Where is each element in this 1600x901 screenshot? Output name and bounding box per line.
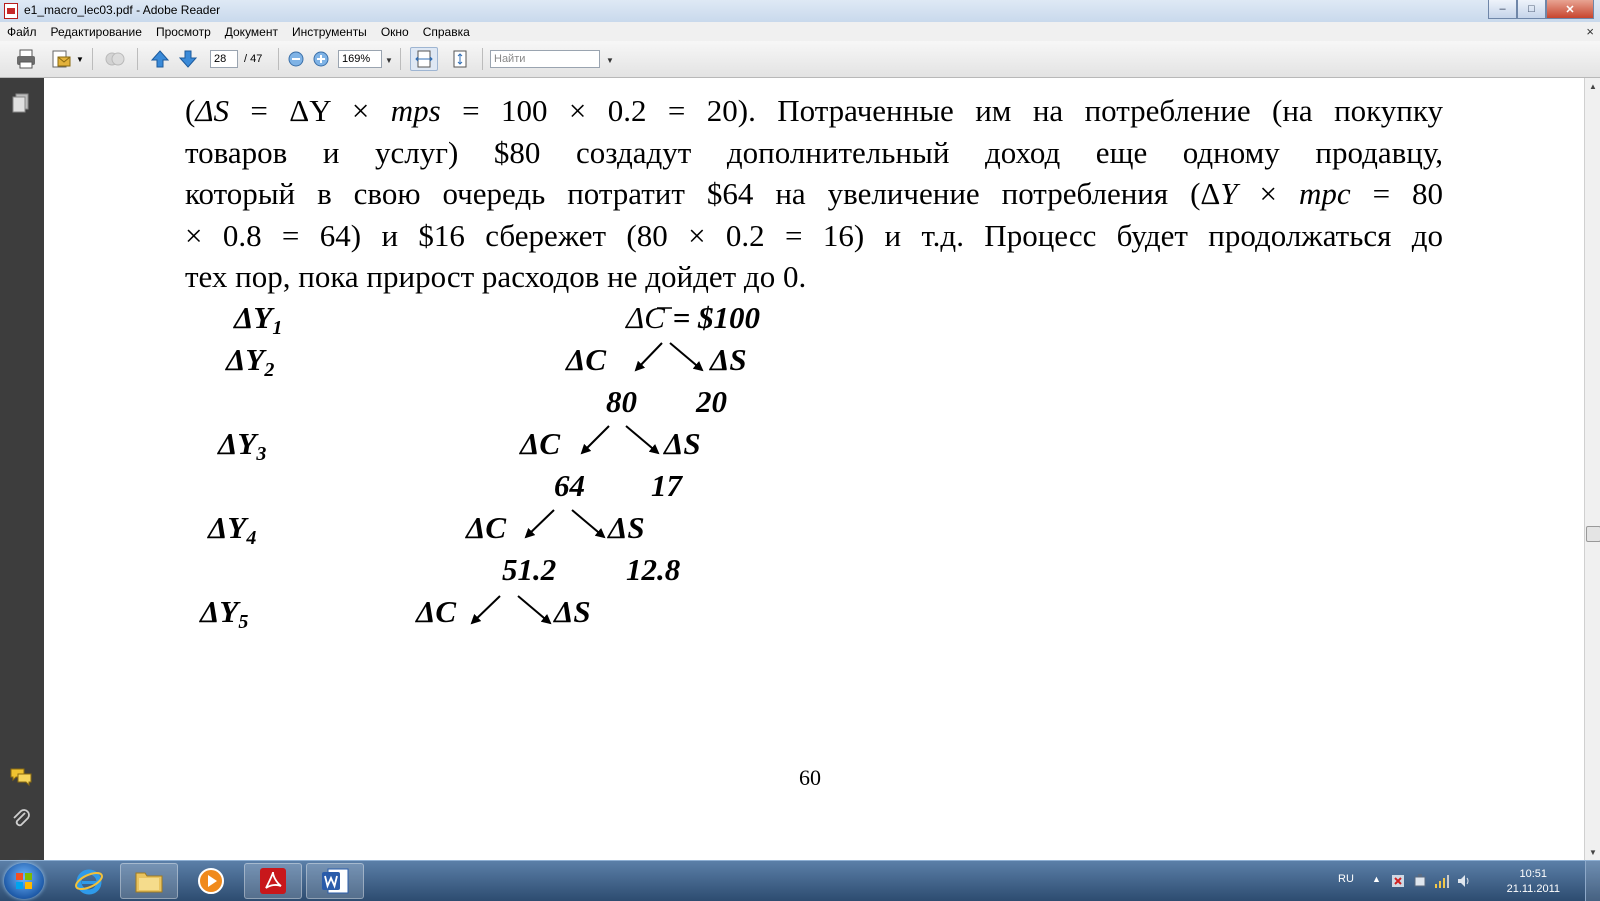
delta-y-label: $\Delta Y_2$ bbox=[226, 342, 275, 381]
pdf-app-icon bbox=[4, 3, 18, 19]
paragraph-line: который в свою очередь потратит $64 на увеличение потребления (ΔY × mpc = 80 bbox=[185, 176, 1444, 211]
taskbar-media-player[interactable] bbox=[182, 863, 240, 899]
menu-tools[interactable]: Инструменты bbox=[291, 24, 367, 39]
close-button[interactable]: ✕ bbox=[1546, 0, 1594, 19]
fit-width-button[interactable] bbox=[410, 47, 438, 71]
arrow-to-s bbox=[626, 426, 658, 453]
search-dropdown-icon[interactable]: ▼ bbox=[606, 56, 614, 65]
arrow-to-c bbox=[582, 426, 609, 453]
scroll-down-icon[interactable]: ▼ bbox=[1589, 847, 1597, 857]
menu-file[interactable]: Файл bbox=[7, 24, 37, 39]
collaborate-icon bbox=[104, 48, 126, 70]
fit-page-icon bbox=[451, 50, 469, 68]
document-view[interactable] bbox=[44, 78, 1584, 860]
arrow-to-s bbox=[572, 510, 604, 537]
zoom-out-icon bbox=[288, 51, 304, 67]
show-hidden-icons-icon[interactable]: ▲ bbox=[1372, 874, 1381, 884]
network-signal-icon[interactable] bbox=[1434, 873, 1450, 889]
s-value: 12.8 bbox=[626, 552, 681, 587]
pages-icon bbox=[12, 93, 30, 113]
taskbar bbox=[0, 860, 1600, 901]
power-icon[interactable] bbox=[1412, 873, 1428, 889]
action-center-icon[interactable] bbox=[1390, 873, 1406, 889]
paragraph-line: товаров и услуг) $80 создадут дополнительный доход еще одному продавцу, bbox=[185, 134, 1443, 170]
tree-arrows bbox=[44, 78, 1584, 860]
paragraph-line: × 0.8 = 64) и $16 сбережет (80 × 0.2 = 16) и т.д. Процесс будет продолжаться до bbox=[185, 217, 1443, 253]
language-indicator[interactable]: RU bbox=[1338, 873, 1354, 885]
delta-s-node: ΔS bbox=[608, 510, 645, 545]
next-page-button[interactable] bbox=[176, 47, 200, 71]
email-icon bbox=[50, 48, 74, 70]
zoom-level-input[interactable]: 169% bbox=[338, 50, 382, 68]
menu-edit[interactable]: Редактирование bbox=[50, 24, 142, 39]
c-value: 64 bbox=[554, 468, 585, 503]
taskbar-file-explorer[interactable] bbox=[120, 863, 178, 899]
microsoft-word-icon bbox=[320, 866, 350, 896]
menu-help[interactable]: Справка bbox=[422, 24, 470, 39]
zoom-out-button[interactable] bbox=[285, 47, 307, 71]
scroll-up-icon[interactable]: ▲ bbox=[1589, 81, 1597, 91]
title-bar bbox=[0, 0, 1600, 23]
print-button[interactable] bbox=[12, 47, 40, 71]
s-value: 20 bbox=[696, 384, 727, 419]
arrow-to-s bbox=[670, 343, 702, 370]
window-title: e1_macro_lec03.pdf - Adobe Reader bbox=[24, 3, 221, 17]
clock-date: 21.11.2011 bbox=[1506, 883, 1560, 895]
search-input[interactable]: Найти bbox=[490, 50, 600, 68]
windows-logo-icon bbox=[15, 872, 33, 890]
page-total-label: / 47 bbox=[244, 53, 263, 65]
menu-view[interactable]: Просмотр bbox=[155, 24, 211, 39]
delta-y-label: $\Delta Y_1$ bbox=[234, 300, 283, 339]
menu-window[interactable]: Окно bbox=[380, 24, 409, 39]
c-value: 80 bbox=[606, 384, 637, 419]
delta-s-node: ΔS bbox=[710, 342, 747, 377]
zoom-dropdown-icon[interactable]: ▼ bbox=[385, 56, 393, 65]
delta-y-label: $\Delta Y_5$ bbox=[200, 594, 249, 633]
window-controls bbox=[1488, 0, 1594, 19]
minimize-button[interactable]: – bbox=[1488, 0, 1517, 19]
arrow-to-c bbox=[472, 596, 500, 623]
arrow-to-s bbox=[518, 596, 550, 623]
maximize-button[interactable]: □ bbox=[1517, 0, 1546, 19]
collaborate-button[interactable] bbox=[101, 47, 129, 71]
taskbar-clock[interactable] bbox=[1507, 867, 1560, 897]
next-page-icon bbox=[178, 49, 198, 69]
fit-width-icon bbox=[415, 50, 433, 68]
menu-bar bbox=[0, 22, 1600, 41]
delta-c-node: ΔC bbox=[416, 594, 457, 629]
fit-page-button[interactable] bbox=[446, 47, 474, 71]
scroll-thumb[interactable] bbox=[1586, 526, 1600, 542]
navigation-panel bbox=[0, 78, 44, 860]
print-icon bbox=[15, 48, 37, 70]
adobe-reader-icon bbox=[258, 866, 288, 896]
arrow-to-c bbox=[636, 343, 662, 370]
s-value: 17 bbox=[651, 468, 682, 503]
delta-s-node: ΔS bbox=[554, 594, 591, 629]
attachments-panel-button[interactable] bbox=[10, 808, 32, 830]
taskbar-adobe-reader[interactable] bbox=[244, 863, 302, 899]
page-number-input[interactable]: 28 bbox=[210, 50, 238, 68]
comments-icon bbox=[10, 767, 32, 787]
folder-icon bbox=[134, 868, 164, 894]
prev-page-icon bbox=[150, 49, 170, 69]
vertical-scrollbar[interactable] bbox=[1584, 78, 1600, 860]
arrow-to-c bbox=[526, 510, 554, 537]
volume-icon[interactable] bbox=[1456, 873, 1472, 889]
delta-y-label: $\Delta Y_3$ bbox=[218, 426, 267, 465]
delta-s-node: ΔS bbox=[664, 426, 701, 461]
clock-time: 10:51 bbox=[1519, 868, 1548, 880]
paperclip-icon bbox=[11, 808, 31, 830]
pages-panel-button[interactable] bbox=[10, 92, 32, 114]
delta-c-node: ΔC bbox=[466, 510, 507, 545]
taskbar-internet-explorer[interactable] bbox=[60, 863, 118, 899]
paragraph-line: тех пор, пока прирост расходов не дойдет до 0. bbox=[185, 259, 807, 294]
email-button[interactable]: ▼ bbox=[48, 47, 86, 71]
document-close-icon[interactable]: × bbox=[1586, 24, 1594, 39]
page-number: 60 bbox=[799, 765, 821, 790]
media-player-icon bbox=[197, 867, 225, 895]
delta-y-label: $\Delta Y_4$ bbox=[208, 510, 257, 549]
taskbar-microsoft-word[interactable] bbox=[306, 863, 364, 899]
paragraph-line: (ΔS = ΔY × mps = 100 × 0.2 = 20). Потраченные им на потребление (на покупку bbox=[185, 93, 1443, 128]
c-value: 51.2 bbox=[502, 552, 557, 587]
delta-c-node: ΔC bbox=[566, 342, 607, 377]
comments-panel-button[interactable] bbox=[10, 766, 32, 788]
show-desktop-button[interactable] bbox=[1585, 861, 1600, 901]
menu-document[interactable]: Документ bbox=[224, 24, 278, 39]
zoom-in-icon bbox=[313, 51, 329, 67]
delta-c-node: ΔC bbox=[520, 426, 561, 461]
internet-explorer-icon bbox=[74, 866, 104, 896]
tree-root-label: ΔC = $100 bbox=[626, 300, 761, 335]
zoom-in-button[interactable] bbox=[310, 47, 332, 71]
start-button[interactable] bbox=[4, 863, 44, 899]
previous-page-button[interactable] bbox=[148, 47, 172, 71]
toolbar bbox=[0, 41, 1600, 78]
multiplier-tree-diagram bbox=[44, 78, 1584, 860]
